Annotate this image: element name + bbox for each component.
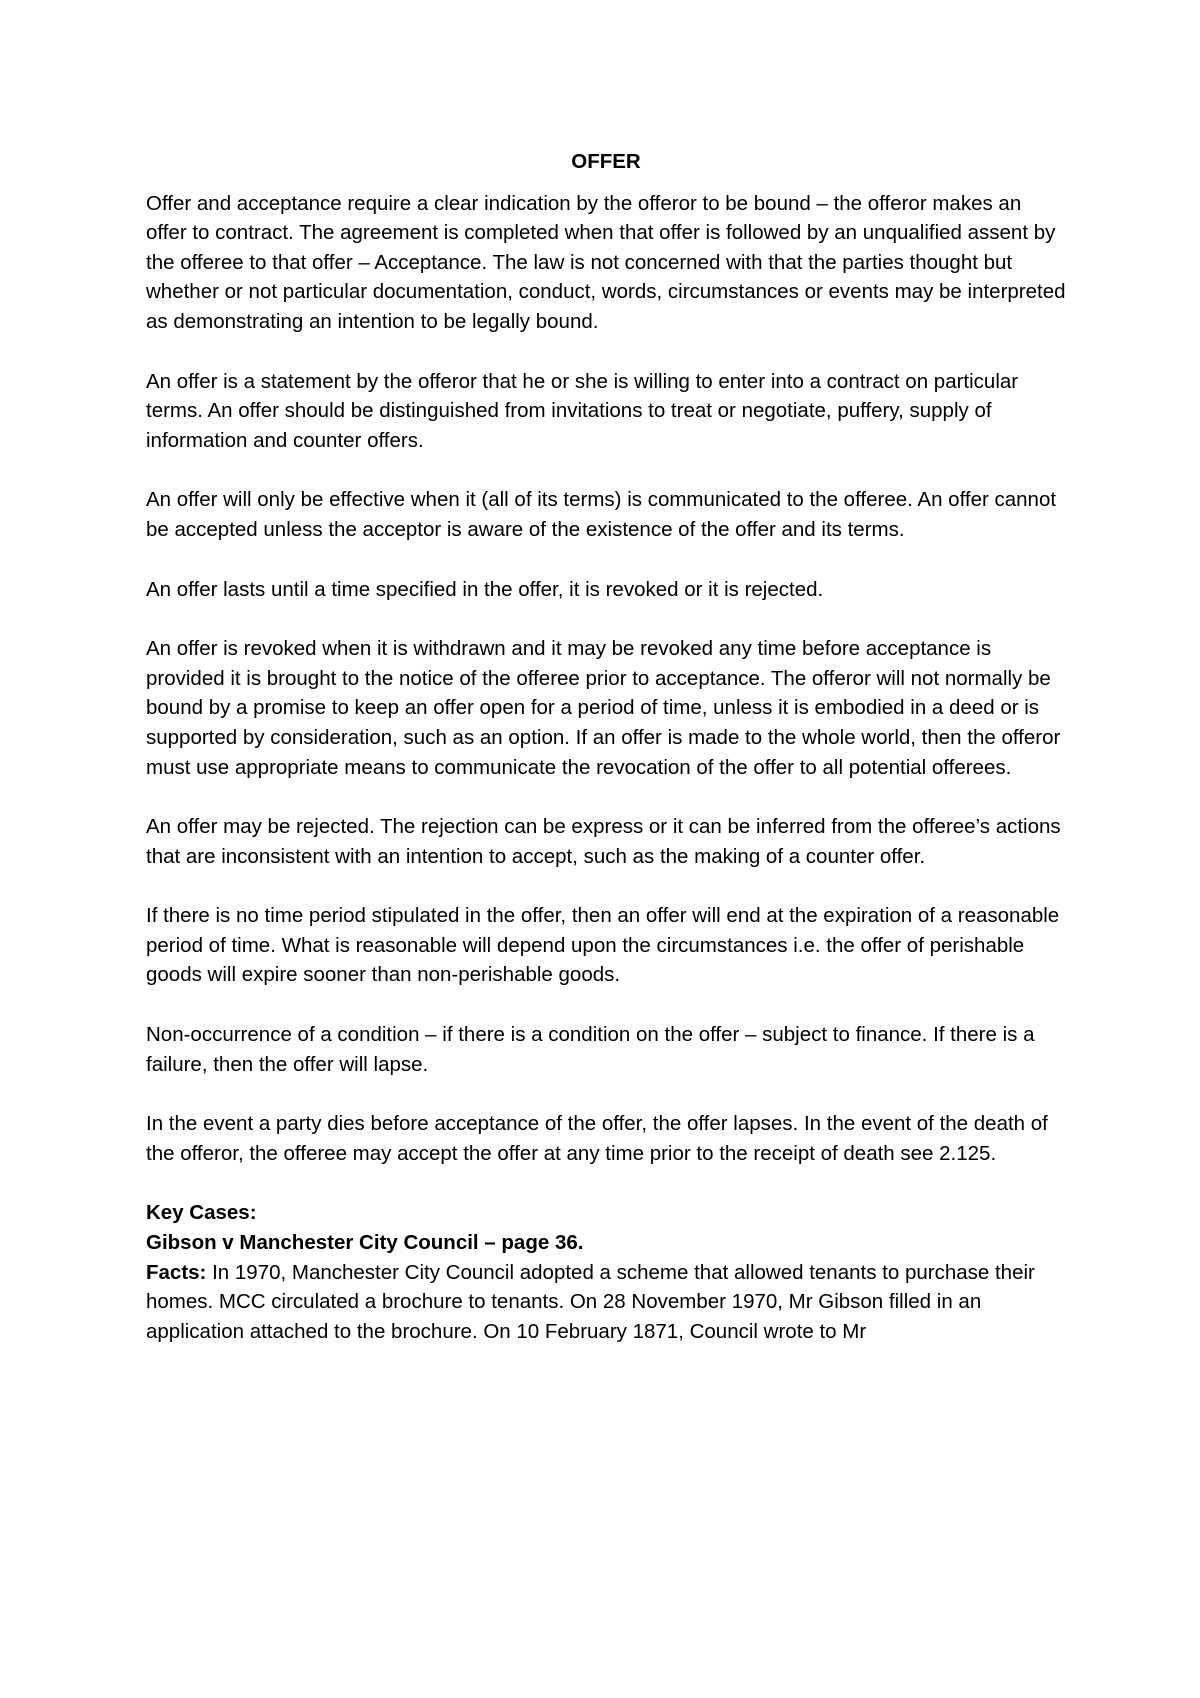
paragraph-offer-definition: An offer is a statement by the offeror that he or she is willing to enter into a contract on particular terms. An offer should be distinguished from invitations to treat or negotiate, puffery, supply of information and counter offers. [146, 369, 1019, 452]
paragraph-offer-duration: An offer lasts until a time specified in the offer, it is revoked or it is rejected. [146, 577, 824, 601]
paragraph-offer-condition: Non-occurrence of a condition – if there is a condition on the offer – subject to finance. If there is a failure, then the offer will lapse. [146, 1023, 1035, 1076]
document-body [146, 147, 1066, 1346]
paragraph-offer-acceptance: Offer and acceptance require a clear indication by the offeror to be bound – the offeror makes an offer to contract. The agreement is completed when that offer is followed by an unqualified assent by the offeree to that offer – Acceptance. The law is not concerned with that the parties thought but whether or not particular documentation, conduct, words, circumstances or events may be interpreted as demonstrating an intention to be legally bound. [146, 191, 1066, 333]
case-facts [146, 1258, 1066, 1347]
paragraph-offer-revocation: An offer is revoked when it is withdrawn and it may be revoked any time before acceptance is provided it is brought to the notice of the offeree prior to acceptance. The offeror will not normally be bound by a promise to keep an offer open for a period of time, unless it is embodied in a deed or is supported by consideration, such as an option. If an offer is made to the whole world, then the offeror must use appropriate means to communicate the revocation of the offer to all potential offerees. [146, 637, 1061, 779]
key-cases-heading: Key Cases: [146, 1201, 257, 1225]
facts-label: Facts: [146, 1260, 207, 1284]
facts-text: In 1970, Manchester City Council adopted a scheme that allowed tenants to purchase their homes. MCC circulated a brochure to tenants. On 28 November 1970, Mr Gibson filled in an application attached to the brochure. On 10 February 1871, Council wrote to Mr [146, 1260, 1035, 1343]
paragraph-offer-death: In the event a party dies before acceptance of the offer, the offer lapses. In the event of the death of the offeror, the offeree may accept the offer at any time prior to the receipt of death see 2.125. [146, 1112, 1048, 1165]
paragraph-offer-lapse-time: If there is no time period stipulated in the offer, then an offer will end at the expiration of a reasonable period of time. What is reasonable will depend upon the circumstances i.e. the offer of perishable goods will expire sooner than non-perishable goods. [146, 904, 1060, 987]
case-title: Gibson v Manchester City Council – page 36. [146, 1231, 584, 1255]
key-cases-section [146, 1198, 1066, 1346]
paragraph-offer-communication: An offer will only be effective when it (all of its terms) is communicated to the offeree. An offer cannot be accepted unless the acceptor is aware of the existence of the offer and its terms. [146, 488, 1057, 541]
paragraph-offer-rejection: An offer may be rejected. The rejection can be express or it can be inferred from the offeree’s actions that are inconsistent with an intention to accept, such as the making of a counter offer. [146, 815, 1061, 868]
document-title: OFFER [571, 150, 641, 173]
